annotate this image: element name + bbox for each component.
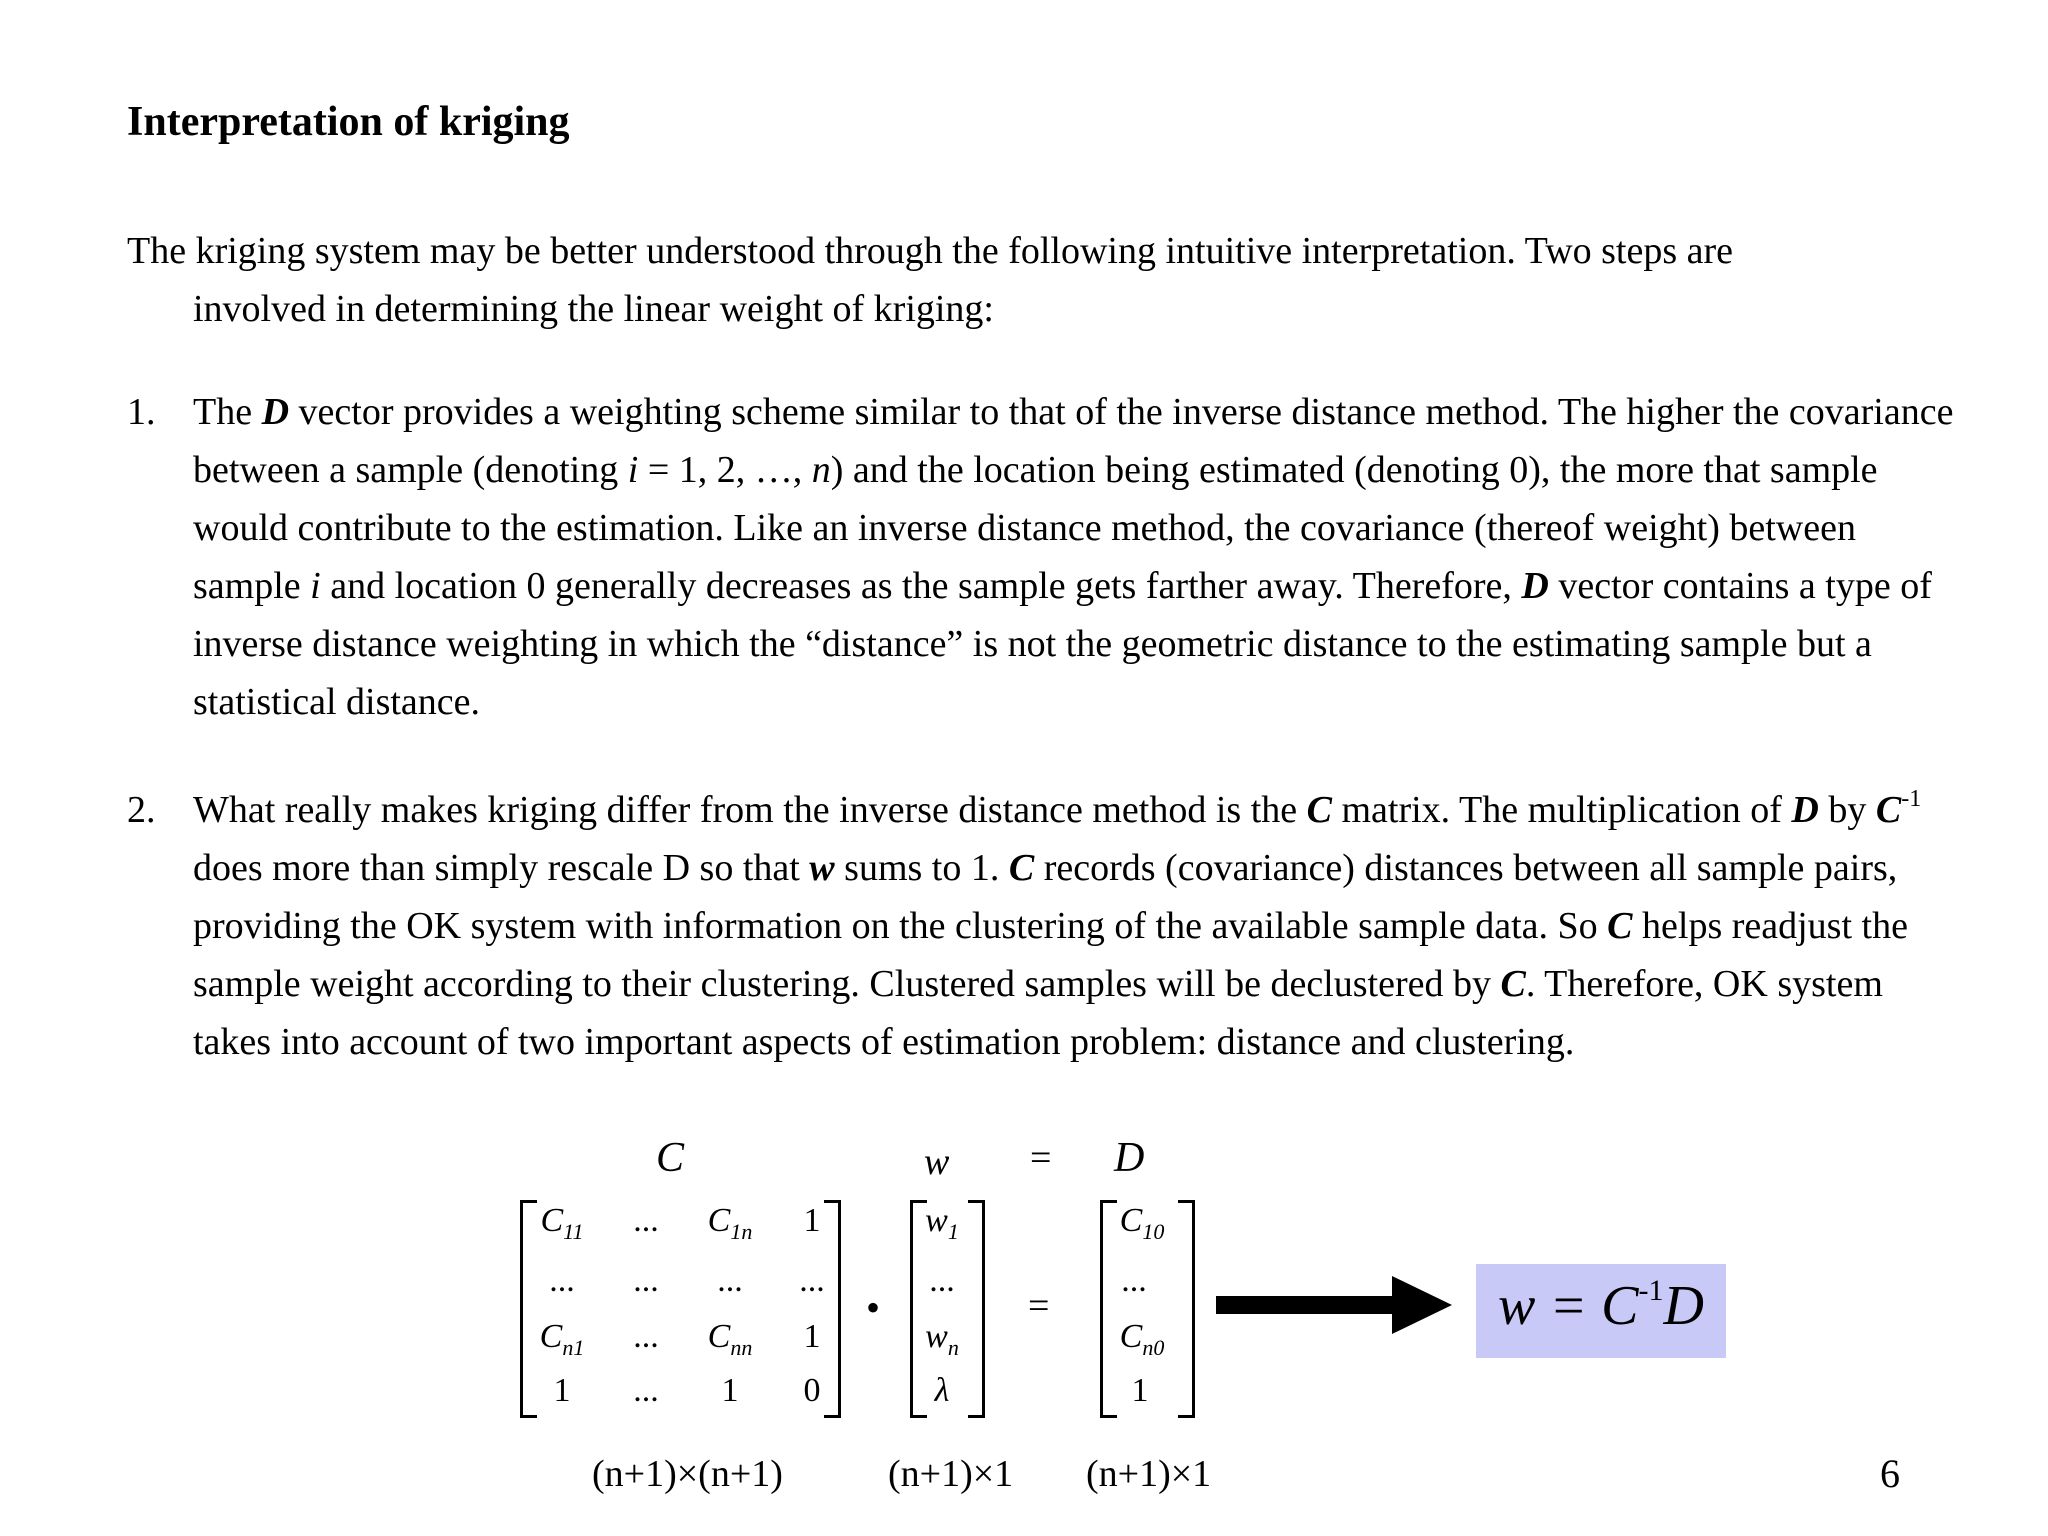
cell-text: w (925, 1202, 948, 1239)
variable-i: i (627, 449, 639, 491)
equals-sign: = (1028, 1285, 1050, 1327)
list-number-1: 1. (127, 391, 156, 433)
cell-sub: 11 (563, 1219, 584, 1244)
list-number-2: 2. (127, 789, 156, 831)
matrix-cell (522, 1202, 602, 1245)
cell-text: C (1119, 1202, 1143, 1239)
header-equals: = (1030, 1137, 1052, 1179)
cell-text: C (707, 1202, 731, 1239)
variable-d: D (1521, 565, 1549, 607)
vector-cell: λ (934, 1372, 950, 1409)
text-span: sums to 1. (834, 847, 1009, 889)
text-span: does more than simply rescale D so that (193, 847, 810, 889)
variable-n: n (811, 449, 831, 491)
text-span: vector provides a weighting scheme similar to that of the inverse distance method. The higher the covariance between a sample (denoting (193, 391, 1954, 491)
text-span: by (1818, 789, 1876, 831)
vector-cell (1102, 1318, 1182, 1361)
matrix-cell (522, 1318, 602, 1361)
variable-c: C (1306, 789, 1332, 831)
vector-cell: ... (1121, 1262, 1147, 1299)
matrix-cell: ... (549, 1262, 575, 1299)
vector-cell (1102, 1202, 1182, 1245)
matrix-cell: 1 (803, 1318, 821, 1355)
result-lhs: w = C (1498, 1275, 1639, 1337)
cell-text: C (540, 1202, 564, 1239)
variable-i: i (310, 565, 321, 607)
text-span: and location 0 generally decreases as the sample gets farther away. Therefore, (320, 565, 1522, 607)
variable-c: C (1008, 847, 1035, 889)
page-title: Interpretation of kriging (127, 99, 570, 145)
text-span: vector contains a type of inverse distance weighting in which the “distance” is not the geometric distance to the estimating sample but a statistical distance. (193, 565, 1932, 723)
cell-sub: 1 (947, 1219, 959, 1244)
superscript: -1 (1901, 786, 1922, 812)
vector-cell: ... (929, 1262, 955, 1299)
result-rhs: D (1663, 1275, 1704, 1337)
dim-label-d: (n+1)×1 (1086, 1453, 1212, 1495)
matrix-cell (690, 1318, 770, 1361)
matrix-cell: 1 (721, 1372, 739, 1409)
variable-c: C (1875, 789, 1902, 831)
header-c: C (656, 1135, 685, 1181)
variable-c: C (1607, 905, 1633, 947)
result-formula (1498, 1274, 1704, 1338)
result-superscript: -1 (1638, 1274, 1664, 1307)
text-span: matrix. The multiplication of (1331, 789, 1792, 831)
text-span: = 1, 2, …, (638, 449, 812, 491)
variable-c: C (1500, 963, 1526, 1005)
matrix-cell: ... (633, 1202, 659, 1239)
cell-sub: nn (730, 1335, 753, 1360)
matrix-cell: ... (633, 1318, 659, 1355)
cell-sub: n1 (562, 1335, 585, 1360)
right-arrow-icon (1216, 1272, 1456, 1338)
matrix-cell: ... (633, 1372, 659, 1409)
matrix-cell (690, 1202, 770, 1245)
matrix-cell: 1 (553, 1372, 571, 1409)
text-span: . Therefore, OK system takes into account of two important aspects of estimation problem: distance and clustering. (193, 963, 1883, 1063)
text-span: ) and the location being estimated (denoting 0), the more that sample would contribute to the estimation. Like an inverse distance method, the covariance (thereof weight) between sample (193, 449, 1878, 607)
header-d: D (1114, 1135, 1145, 1181)
cell-sub: 10 (1142, 1219, 1165, 1244)
result-box (1476, 1264, 1726, 1358)
cell-sub: n (947, 1335, 959, 1360)
variable-d: D (261, 391, 290, 433)
matrix-cell: ... (633, 1262, 659, 1299)
dim-label-w: (n+1)×1 (888, 1453, 1014, 1495)
intro-line-2: involved in determining the linear weight of kriging: (193, 288, 994, 330)
page-number: 6 (1880, 1451, 1900, 1496)
dot-operator: • (866, 1285, 881, 1330)
cell-sub: n0 (1142, 1335, 1165, 1360)
vector-cell (902, 1202, 982, 1245)
cell-text: C (1119, 1318, 1143, 1355)
cell-text: C (707, 1318, 731, 1355)
matrix-cell: 1 (803, 1202, 821, 1239)
cell-text: w (925, 1318, 948, 1355)
cell-sub: 1n (730, 1219, 753, 1244)
text-span: helps readjust the sample weight according to their clustering. Clustered samples will be declustered by (193, 905, 1908, 1005)
matrix-cell: ... (717, 1262, 743, 1299)
matrix-cell: ... (799, 1262, 825, 1299)
matrix-cell: 0 (803, 1372, 821, 1409)
variable-w: w (809, 847, 835, 889)
cell-text: C (539, 1318, 563, 1355)
text-span: What really makes kriging differ from the inverse distance method is the (193, 789, 1307, 831)
text-span: records (covariance) distances between all sample pairs, providing the OK system with information on the clustering of the available sample data. So (193, 847, 1898, 947)
vector-cell: 1 (1131, 1372, 1149, 1409)
text-span: The (193, 391, 262, 433)
dim-label-c: (n+1)×(n+1) (592, 1453, 783, 1495)
vector-cell (902, 1318, 982, 1361)
intro-line-1: The kriging system may be better understood through the following intuitive interpretation. Two steps are (127, 230, 1734, 272)
header-w: w (924, 1141, 950, 1183)
variable-d: D (1791, 789, 1819, 831)
